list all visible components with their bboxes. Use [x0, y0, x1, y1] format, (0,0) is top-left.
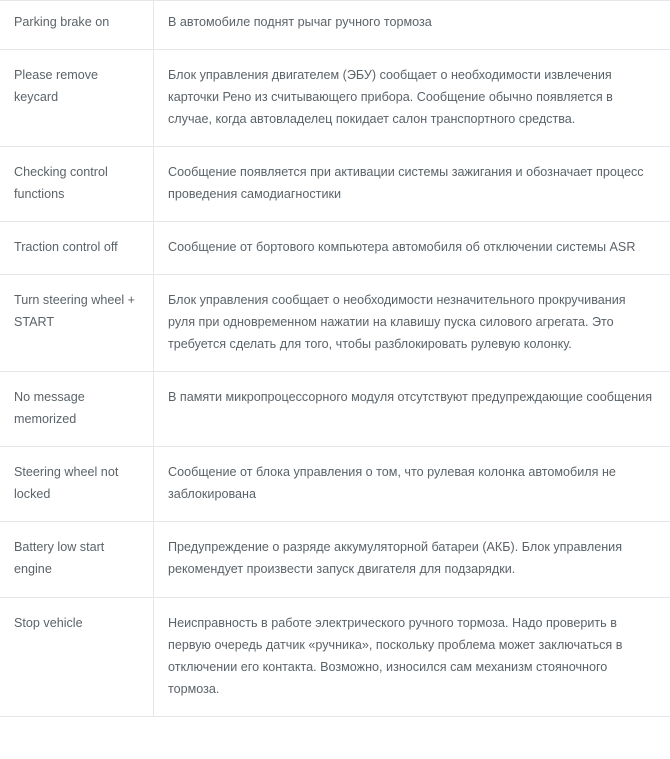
message-description-cell: Сообщение появляется при активации системы зажигания и обозначает процесс проведения самодиагностики	[154, 147, 670, 222]
message-description-cell: В автомобиле поднят рычаг ручного тормоза	[154, 1, 670, 50]
message-code-cell: No message memorized	[0, 372, 154, 447]
message-code-cell: Checking control functions	[0, 147, 154, 222]
message-description-cell: Блок управления двигателем (ЭБУ) сообщает о необходимости извлечения карточки Рено из считывающего прибора. Сообщение обычно появляется в случае, когда автовладелец покидает салон транспортного средства.	[154, 50, 670, 147]
table-row	[0, 275, 670, 372]
message-code-cell: Turn steering wheel + START	[0, 275, 154, 372]
message-description-cell: Предупреждение о разряде аккумуляторной батареи (АКБ). Блок управления рекомендует произвести запуск двигателя для подзарядки.	[154, 522, 670, 597]
message-code-cell: Please remove keycard	[0, 50, 154, 147]
table-row	[0, 147, 670, 222]
table-row	[0, 447, 670, 522]
message-code-cell: Parking brake on	[0, 1, 154, 50]
table-row	[0, 522, 670, 597]
messages-table-body	[0, 1, 670, 717]
table-row	[0, 597, 670, 716]
table-row	[0, 1, 670, 50]
message-code-cell: Traction control off	[0, 222, 154, 275]
table-row	[0, 222, 670, 275]
message-code-cell: Battery low start engine	[0, 522, 154, 597]
message-description-cell: Сообщение от бортового компьютера автомобиля об отключении системы ASR	[154, 222, 670, 275]
message-description-cell: Блок управления сообщает о необходимости незначительного прокручивания руля при одновременном нажатии на клавишу пуска силового агрегата. Это требуется сделать для того, чтобы разблокировать рулевую колонку.	[154, 275, 670, 372]
message-description-cell: Сообщение от блока управления о том, что рулевая колонка автомобиля не заблокирована	[154, 447, 670, 522]
message-description-cell: Неисправность в работе электрического ручного тормоза. Надо проверить в первую очередь датчик «ручника», поскольку проблема может заключаться в отключении его контакта. Возможно, износился сам механизм стояночного тормоза.	[154, 597, 670, 716]
message-description-cell: В памяти микропроцессорного модуля отсутствуют предупреждающие сообщения	[154, 372, 670, 447]
table-row	[0, 50, 670, 147]
message-code-cell: Stop vehicle	[0, 597, 154, 716]
table-row	[0, 372, 670, 447]
message-code-cell: Steering wheel not locked	[0, 447, 154, 522]
